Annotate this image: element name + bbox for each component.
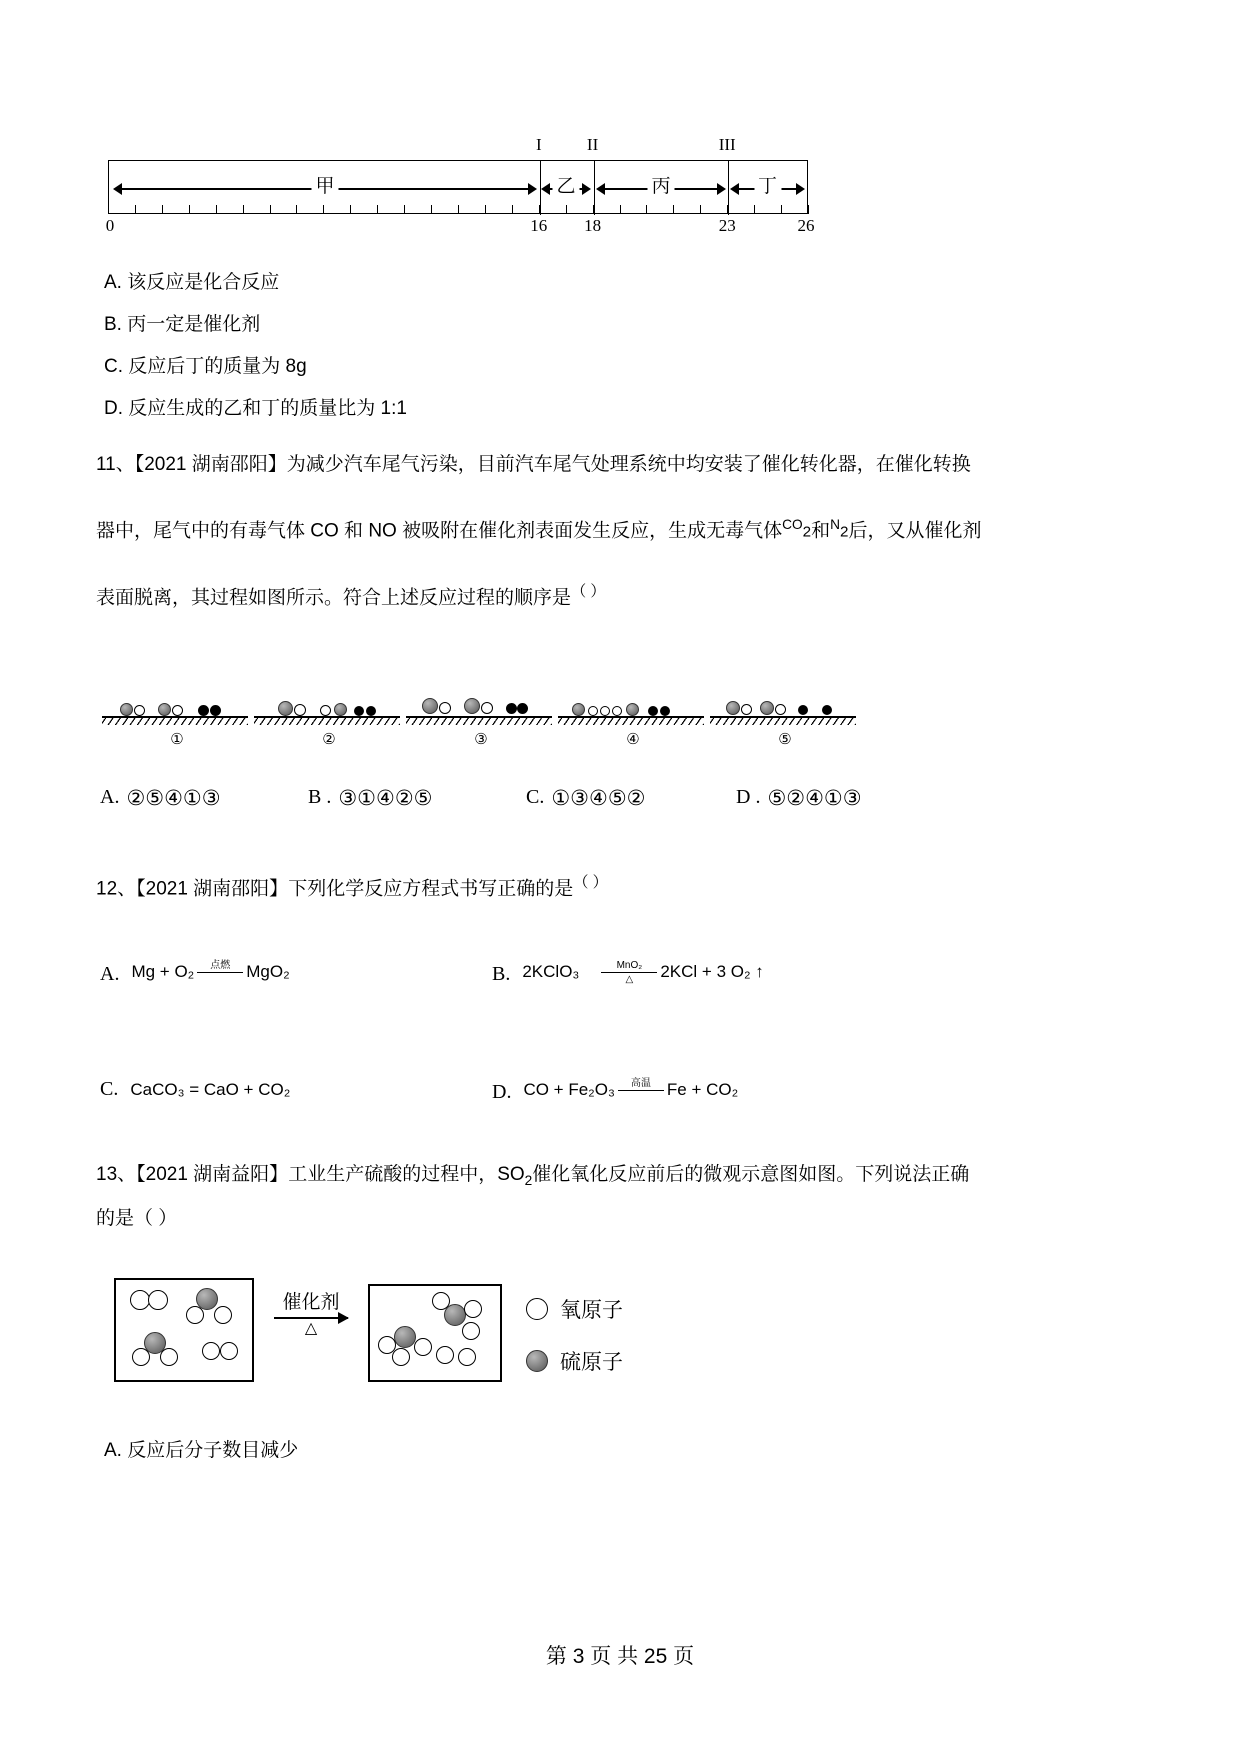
axis-number-row (105, 216, 815, 238)
atom-white-icon (741, 704, 752, 715)
panel-number: ② (322, 730, 336, 748)
axis-tick (108, 205, 109, 214)
q11-option-c-seq: ①③④⑤② (551, 785, 646, 810)
q13-micro-diagram (96, 1274, 1156, 1394)
axis-tick (243, 205, 244, 214)
roman-marker-I: I (535, 135, 542, 154)
atom-white-icon (148, 1290, 168, 1310)
q11-option-c-label: C. (526, 786, 545, 809)
atom-grey-icon (278, 701, 293, 716)
q11-n2-sup: N (830, 517, 840, 532)
q11-option-d-seq: ⑤②④①③ (767, 785, 862, 810)
atom-white-icon (775, 704, 786, 715)
atom-white-icon (462, 1322, 480, 1340)
arrow-bar (197, 972, 243, 973)
q11-n2-sub: 2 (839, 523, 849, 541)
panel-number: ④ (626, 730, 640, 748)
q12-text: 下列化学反应方程式书写正确的是 (288, 877, 574, 899)
atom-white-icon (186, 1306, 204, 1324)
axis-tick (781, 205, 782, 214)
atom-grey-icon (422, 698, 438, 714)
catalyst-panel-4 (558, 670, 708, 748)
axis-tick (377, 205, 378, 214)
q11-answer-paren: （ ） (571, 583, 606, 601)
q12-a-left: Mg + O₂ (131, 962, 195, 982)
axis-tick (296, 205, 297, 214)
q13-stem-line1 (96, 1160, 1156, 1196)
segment-yi (541, 176, 591, 197)
q11-line2-mid: 和 (811, 520, 831, 542)
axis-label-0: 0 (105, 216, 115, 235)
q12-answer-paren: （ ） (573, 873, 608, 891)
catalyst-surface-panel-row (102, 670, 862, 746)
q11-option-c (526, 786, 645, 810)
catalyst-surface-hatch (710, 718, 856, 725)
q12-option-c (100, 1078, 290, 1100)
axis-tick (162, 205, 163, 214)
catalyst-arrow (274, 1292, 348, 1338)
catalyst-panel-1 (102, 670, 252, 748)
legend-sulfur-label: 硫原子 (560, 1350, 623, 1374)
axis-tick (566, 205, 567, 214)
axis-tick (216, 205, 217, 214)
catalyst-panel-3 (406, 670, 556, 748)
segment-label-bing: 丙 (647, 176, 674, 198)
atom-grey-icon (394, 1326, 416, 1348)
axis-tick (458, 205, 459, 214)
q11-line3-text: 表面脱离，其过程如图所示。符合上述反应过程的顺序是 (96, 587, 572, 609)
page-footer: 第 3 页 共 25 页 (545, 1645, 695, 1668)
q10-option-a: A. 该反应是化合反应 (104, 272, 280, 293)
q11-line1-text: 为减少汽车尾气污染，目前汽车尾气处理系统中均安装了催化转化器，在催化转换 (286, 454, 971, 475)
q12-a-condition-above: 点燃 (210, 959, 231, 971)
mass-number-line-diagram (105, 135, 815, 246)
catalyst-surface-hatch (254, 718, 400, 725)
q12-option-c-label: C. (100, 1077, 119, 1100)
q12-option-a (100, 960, 290, 985)
panel-number: ① (170, 730, 184, 748)
axis-tick (700, 205, 701, 214)
catalyst-surface-hatch (102, 718, 248, 725)
atom-grey-icon (726, 701, 740, 715)
atom-white-icon (160, 1348, 178, 1366)
axis-tick (593, 205, 594, 214)
q11-line2-b: 后，又从催化剂 (848, 520, 982, 542)
axis-tick (646, 205, 647, 214)
q13-line1-b: 催化氧化反应前后的微观示意图如图。下列说法正确 (532, 1163, 970, 1185)
atom-grey-icon (334, 703, 347, 716)
atom-white-icon (481, 702, 493, 714)
atom-black-icon (210, 705, 221, 716)
atom-white-icon (612, 706, 622, 716)
atom-grey-icon (120, 703, 133, 716)
axis-tick (485, 205, 486, 214)
q10-option-d: D. 反应生成的乙和丁的质量比为 1:1 (104, 398, 407, 419)
q12-number: 12、 (96, 877, 137, 899)
q12-b-condition-below: △ (625, 973, 634, 985)
q11-stem-line2 (96, 510, 1156, 547)
arrow-head-right-ding (796, 183, 805, 195)
q12-option-d (492, 1078, 738, 1103)
axis-tick (431, 205, 432, 214)
atom-white-icon (320, 705, 331, 716)
atom-white-icon (214, 1306, 232, 1324)
q12-b-right: 2KCl + 3 O₂ ↑ (660, 962, 764, 982)
atom-grey-icon (760, 701, 774, 715)
atom-white-icon (436, 1346, 454, 1364)
atom-black-icon (366, 706, 376, 716)
q11-option-row (96, 786, 1156, 820)
heat-symbol-icon: △ (304, 1319, 318, 1337)
q11-co2-sub: 2 (802, 523, 812, 541)
q12-b-condition-above: MnO₂ (616, 959, 643, 971)
atom-white-icon (414, 1338, 432, 1356)
atom-black-icon (660, 706, 670, 716)
q12-option-b-label: B. (492, 962, 511, 985)
q13-option-a: A. 反应后分子数目减少 (104, 1439, 299, 1461)
atom-white-icon (464, 1300, 482, 1318)
atom-white-icon (132, 1348, 150, 1366)
segment-label-jia: 甲 (311, 176, 338, 198)
segment-label-ding: 丁 (754, 176, 781, 198)
atom-grey-icon (572, 703, 585, 716)
reaction-arrow-icon (601, 960, 657, 985)
q12-b-left: 2KClO₃ (522, 962, 580, 982)
atom-white-icon (439, 702, 451, 714)
q12-stem (96, 868, 1156, 904)
arrow-shaft-icon (274, 1317, 348, 1319)
atom-black-icon (506, 703, 517, 714)
atom-black-icon (648, 706, 658, 716)
q12-equation-b (522, 960, 763, 985)
atom-white-icon (172, 705, 183, 716)
q12-equation-d (523, 1078, 738, 1103)
q12-option-b (492, 960, 764, 985)
q11-option-b-seq: ③①④②⑤ (338, 785, 433, 810)
atom-white-icon (588, 706, 598, 716)
q11-option-b-label: B . (308, 786, 332, 809)
axis-tick (620, 205, 621, 214)
atom-black-icon (517, 703, 528, 714)
axis-tick (673, 205, 674, 214)
atom-white-icon (600, 706, 610, 716)
axis-tick (135, 205, 136, 214)
q13-so2-sub: 2 (524, 1172, 533, 1188)
q11-option-d-label: D . (736, 786, 761, 809)
q12-equation-grid (96, 950, 1156, 1140)
product-box (368, 1284, 502, 1382)
atom-black-icon (354, 706, 364, 716)
atom-white-icon (220, 1342, 238, 1360)
q12-option-a-label: A. (100, 962, 120, 985)
axis-tick (350, 205, 351, 214)
axis-tick (512, 205, 513, 214)
catalyst-panel-5 (710, 670, 860, 748)
q11-co2-sup: CO (782, 517, 803, 532)
q10-option-b: B. 丙一定是催化剂 (104, 314, 261, 335)
q11-stem-line3 (96, 577, 1156, 613)
q12-option-d-label: D. (492, 1080, 512, 1103)
legend-sulfur (526, 1346, 623, 1376)
catalyst-panel-2 (254, 670, 404, 748)
reaction-arrow-icon (197, 960, 243, 985)
reaction-arrow-icon (618, 1078, 664, 1103)
axis-label-23: 23 (718, 216, 736, 235)
axis-tick (404, 205, 405, 214)
atom-grey-icon (158, 703, 171, 716)
divider-18 (594, 161, 595, 215)
q11-option-b (308, 786, 432, 810)
axis-tick (727, 205, 728, 214)
legend-oxygen (526, 1294, 623, 1324)
axis-tick (539, 205, 540, 214)
q10-option-list (96, 270, 1156, 422)
q11-number: 11、 (96, 454, 135, 475)
legend-oxygen-label: 氧原子 (560, 1298, 623, 1322)
q11-option-a-label: A. (100, 786, 120, 809)
atom-grey-icon (444, 1304, 466, 1326)
axis-tick (808, 205, 809, 214)
panel-number: ③ (474, 730, 488, 748)
atom-white-icon (526, 1298, 548, 1320)
q12-a-right: MgO₂ (246, 962, 290, 982)
arrow-head-right-yi (582, 183, 591, 195)
q11-option-a-seq: ②⑤④①③ (126, 785, 221, 810)
q11-stem-line1 (96, 450, 1156, 480)
atom-grey-icon (626, 703, 639, 716)
q12-equation-c: CaCO₃ = CaO + CO₂ (130, 1079, 291, 1099)
atom-black-icon (798, 705, 808, 715)
segment-ding (730, 176, 805, 197)
atom-grey-icon (526, 1350, 548, 1372)
axis-tick (323, 205, 324, 214)
q11-option-a (100, 786, 221, 810)
roman-marker-II: II (586, 135, 599, 154)
q11-source: 【2021 湖南邵阳】 (134, 454, 287, 475)
axis-label-18: 18 (584, 216, 602, 235)
q11-line2-a: 器中，尾气中的有毒气体 CO 和 NO 被吸附在催化剂表面发生反应，生成无毒气体 (96, 520, 783, 542)
axis-tick (754, 205, 755, 214)
atom-white-icon (458, 1348, 476, 1366)
atom-black-icon (822, 705, 832, 715)
catalyst-surface-hatch (406, 718, 552, 725)
q12-d-condition-above: 高温 (630, 1077, 651, 1089)
catalyst-label: 催化剂 (282, 1291, 340, 1313)
roman-marker-row (108, 136, 808, 158)
catalyst-surface-hatch (558, 718, 704, 725)
q13-stem-line2: 的是（ ） (96, 1207, 178, 1229)
axis-label-16: 16 (530, 216, 548, 235)
axis-tick (270, 205, 271, 214)
atom-white-icon (130, 1290, 150, 1310)
arrow-head-right-bing (717, 183, 726, 195)
segment-jia (113, 176, 537, 197)
q12-source: 【2021 湖南邵阳】 (136, 877, 289, 899)
page-content (96, 0, 1156, 1464)
q13-number: 13、 (96, 1163, 137, 1185)
reactant-box (114, 1278, 254, 1382)
atom-white-icon (294, 704, 306, 716)
panel-number: ⑤ (778, 730, 792, 748)
arrow-head-right-jia (528, 183, 537, 195)
q10-option-c: C. 反应后丁的质量为 8g (104, 356, 307, 377)
axis-tick (189, 205, 190, 214)
q13-source: 【2021 湖南益阳】 (136, 1163, 289, 1185)
arrow-bar (601, 972, 657, 973)
roman-marker-III: III (718, 135, 736, 154)
atom-white-icon (134, 705, 145, 716)
q12-d-right: Fe + CO₂ (666, 1080, 739, 1100)
segment-bing (596, 176, 726, 197)
axis-label-26: 26 (797, 216, 815, 235)
arrow-bar (618, 1090, 664, 1091)
q12-d-left: CO + Fe₂O₃ (523, 1080, 615, 1100)
atom-white-icon (202, 1342, 220, 1360)
atom-grey-icon (464, 698, 480, 714)
q13-line1-a: 工业生产硫酸的过程中，SO (288, 1163, 525, 1185)
q12-equation-a (131, 960, 289, 985)
q11-option-d (736, 786, 862, 810)
segment-label-yi: 乙 (552, 176, 579, 198)
atom-black-icon (198, 705, 209, 716)
atom-white-icon (392, 1348, 410, 1366)
